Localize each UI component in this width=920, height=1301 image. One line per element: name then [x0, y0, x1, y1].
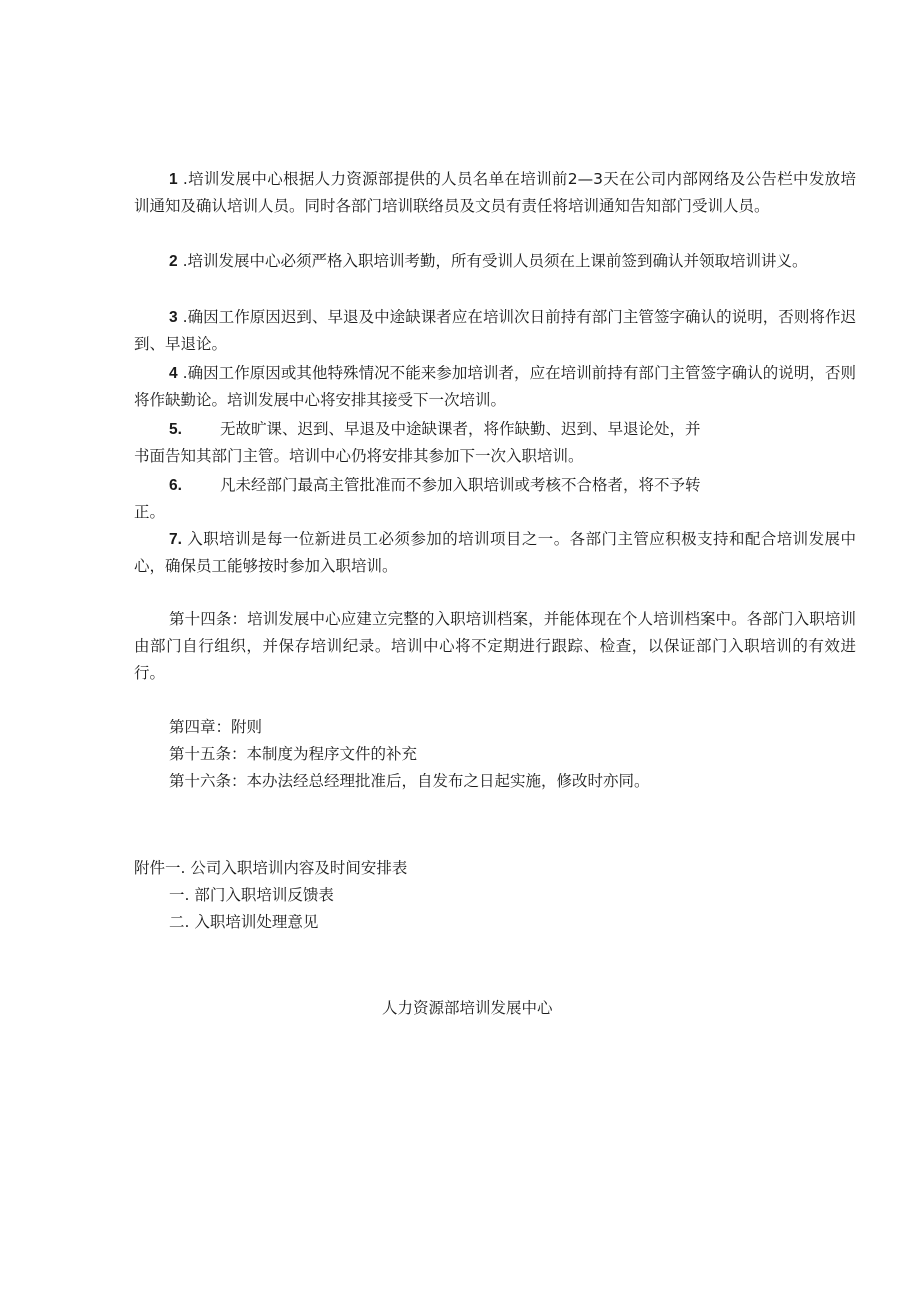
item-2	[134, 248, 856, 275]
item-text-line2: 正。	[134, 503, 166, 521]
item-4	[134, 360, 856, 414]
item-number: 7.	[169, 531, 182, 548]
item-text: .确因工作原因迟到、早退及中途缺课者应在培训次日前持有部门主管签字确认的说明，否则将作迟到、早退论。	[134, 308, 856, 353]
item-number: 3	[169, 309, 178, 326]
item-text: 入职培训是每一位新进员工必须参加的培训项目之一。各部门主管应积极支持和配合培训发展中心，确保员工能够按时参加入职培训。	[134, 530, 856, 575]
article-14: 第十四条：培训发展中心应建立完整的入职培训档案，并能体现在个人培训档案中。各部门入职培训由部门自行组织，并保存培训纪录。培训中心将不定期进行跟踪、检查，以保证部门入职培训的有效进行。	[134, 610, 856, 682]
chapter-4-heading: 第四章：附则	[169, 718, 263, 736]
attachment-2: 一. 部门入职培训反馈表	[169, 886, 334, 904]
signature-department: 人力资源部培训发展中心	[382, 999, 553, 1017]
item-number: 2	[169, 253, 178, 270]
item-text-line1: 凡未经部门最高主管批准而不参加入职培训或考核不合格者，将不予转	[219, 476, 701, 494]
item-text-line1: 无故旷课、迟到、早退及中途缺课者，将作缺勤、迟到、早退论处，并	[219, 420, 701, 438]
attachment-1: 附件一. 公司入职培训内容及时间安排表	[134, 859, 408, 877]
article-15: 第十五条：本制度为程序文件的补充	[169, 745, 418, 763]
item-3	[134, 304, 856, 358]
item-text: .培训发展中心根据人力资源部提供的人员名单在培训前2—3天在公司内部网络及公告栏中发放培训通知及确认培训人员。同时各部门培训联络员及文员有责任将培训通知告知部门受训人员。	[134, 170, 856, 215]
item-7	[134, 526, 856, 580]
attachment-3: 二. 入职培训处理意见	[169, 913, 319, 931]
item-number: 4	[169, 365, 178, 382]
item-number: 6.	[169, 477, 182, 494]
item-number: 1	[169, 171, 178, 188]
item-text: .确因工作原因或其他特殊情况不能来参加培训者，应在培训前持有部门主管签字确认的说明，否则将作缺勤论。培训发展中心将安排其接受下一次培训。	[134, 364, 856, 409]
item-number: 5.	[169, 421, 182, 438]
item-1	[134, 166, 856, 220]
item-text: .培训发展中心必须严格入职培训考勤，所有受训人员须在上课前签到确认并领取培训讲义。	[182, 252, 808, 270]
article-16: 第十六条：本办法经总经理批准后，自发布之日起实施，修改时亦同。	[169, 772, 650, 790]
item-text-line2: 书面告知其部门主管。培训中心仍将安排其参加下一次入职培训。	[134, 447, 584, 465]
